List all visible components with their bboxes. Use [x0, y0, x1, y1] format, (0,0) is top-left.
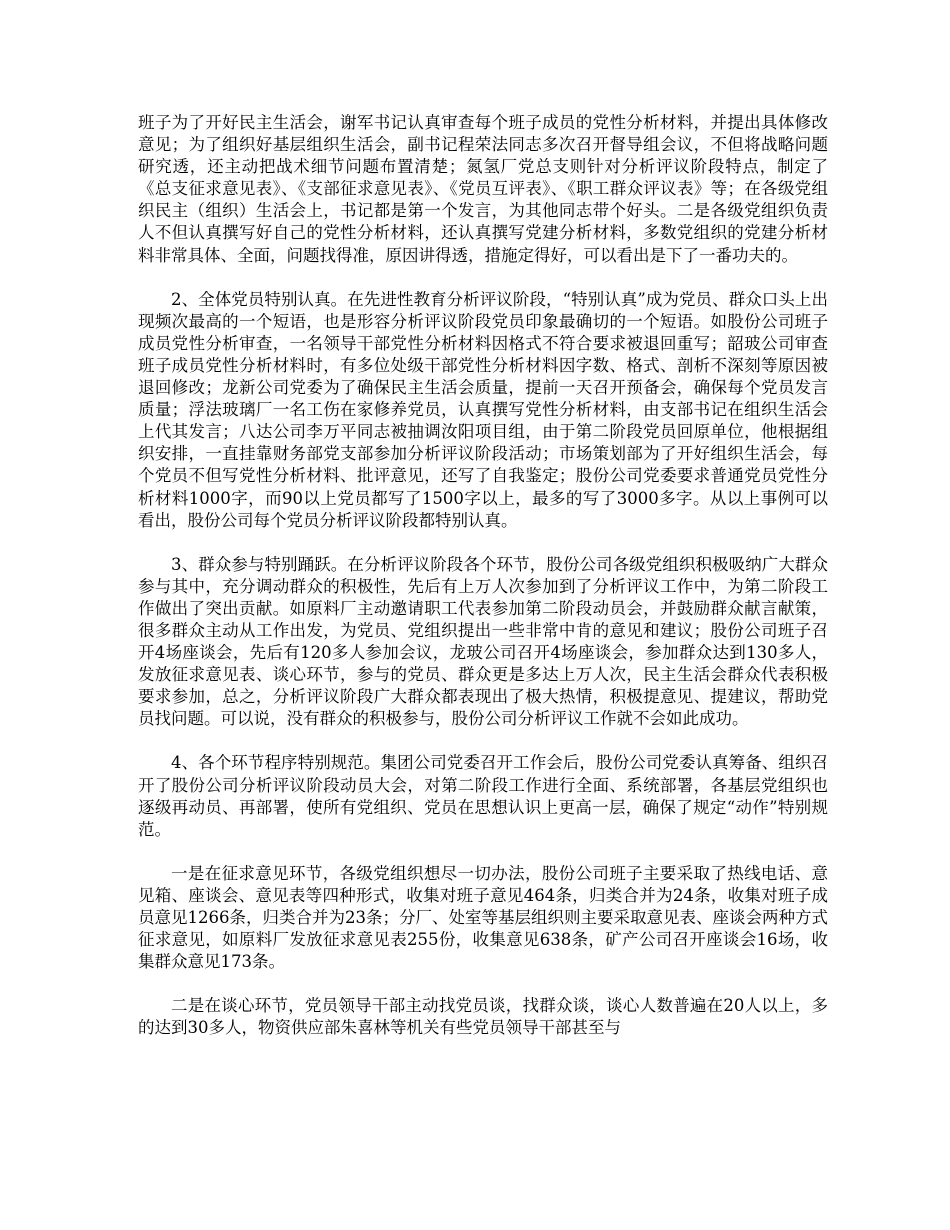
- paragraph-procedures-standardized: 4、各个环节程序特别规范。集团公司党委召开工作会后，股份公司党委认真筹备、组织召开了股份公司分析评议阶段动员大会，对第二阶段工作进行全面、系统部署，各基层党组织也逐级再动员、再部署，使所有党组织、党员在思想认识上更高一层，确保了规定“动作”特别规范。: [138, 753, 828, 839]
- paragraph-continued: 班子为了开好民主生活会，谢军书记认真审查每个班子成员的党性分析材料，并提出具体修改意见；为了组织好基层组织生活会，副书记程荣法同志多次召开督导组会议，不但将战略问题研究透，还主动把战术细节问题布置清楚；氮氢厂党总支则针对分析评议阶段特点，制定了《总支征求意见表》、《支部征求意见表》、《党员互评表》、《职工群众评议表》等；在各级党组织民主（组织）生活会上，书记都是第一个发言，为其他同志带个好头。二是各级党组织负责人不但认真撰写好自己的党性分析材料，还认真撰写党建分析材料，多数党组织的党建分析材料非常具体、全面，问题找得准，原因讲得透，措施定得好，可以看出是下了一番功夫的。: [138, 113, 828, 265]
- document-body: [138, 112, 828, 1061]
- paragraph-masses-participation: 3、群众参与特别踊跃。在分析评议阶段各个环节，股份公司各级党组织积极吸纳广大群众参与其中，充分调动群众的积极性，先后有上万人次参加到了分析评议工作中，为第二阶段工作做出了突出贡献。如原料厂主动邀请职工代表参加第二阶段动员会，并鼓励群众献言献策，很多群众主动从工作出发，为党员、党组织提出一些非常中肯的意见和建议；股份公司班子召开4场座谈会，先后有120多人参加会议，龙玻公司召开4场座谈会，参加群众达到130多人，发放征求意见表、谈心环节，参与的党员、群众更是多达上万人次，民主生活会群众代表积极要求参加，总之，分析评议阶段广大群众都表现出了极大热情，积极提意见、提建议，帮助党员找问题。可以说，没有群众的积极参与，股份公司分析评议工作就不会如此成功。: [138, 554, 828, 729]
- paragraph-soliciting-opinions: 一是在征求意见环节，各级党组织想尽一切办法，股份公司班子主要采取了热线电话、意见箱、座谈会、意见表等四种形式，收集对班子意见464条，归类合并为24条，收集对班子成员意见1266条，归类合并为23条；分厂、处室等基层组织则主要采取意见表、座谈会两种方式征求意见，如原料厂发放征求意见表255份，收集意见638条，矿产公司召开座谈会16场，收集群众意见173条。: [138, 863, 828, 972]
- paragraph-party-members-serious: 2、全体党员特别认真。在先进性教育分析评议阶段，“特别认真”成为党员、群众口头上出现频次最高的一个短语，也是形容分析评议阶段党员印象最确切的一个短语。如股份公司班子成员党性分析审查，一名领导干部党性分析材料因格式不符合要求被退回重写；韶玻公司审查班子成员党性分析材料时，有多位处级干部党性分析材料因字数、格式、剖析不深刻等原因被退回修改；龙新公司党委为了确保民主生活会质量，提前一天召开预备会，确保每个党员发言质量；浮法玻璃厂一名工伤在家修养党员，认真撰写党性分析材料，由支部书记在组织生活会上代其发言；八达公司李万平同志被抽调汝阳项目组，由于第二阶段党员回原单位，他根据组织安排，一直挂靠财务部党支部参加分析评议阶段活动；市场策划部为了开好组织生活会，每个党员不但写党性分析材料、批评意见，还写了自我鉴定；股份公司党委要求普通党员党性分析材料1000字，而90以上党员都写了1500字以上，最多的写了3000多字。从以上事例可以看出，股份公司每个党员分析评议阶段都特别认真。: [138, 289, 828, 530]
- paragraph-heart-to-heart-talks: 二是在谈心环节，党员领导干部主动找党员谈，找群众谈，谈心人数普遍在20人以上，多的达到30多人，物资供应部朱喜林等机关有些党员领导干部甚至与: [138, 996, 828, 1038]
